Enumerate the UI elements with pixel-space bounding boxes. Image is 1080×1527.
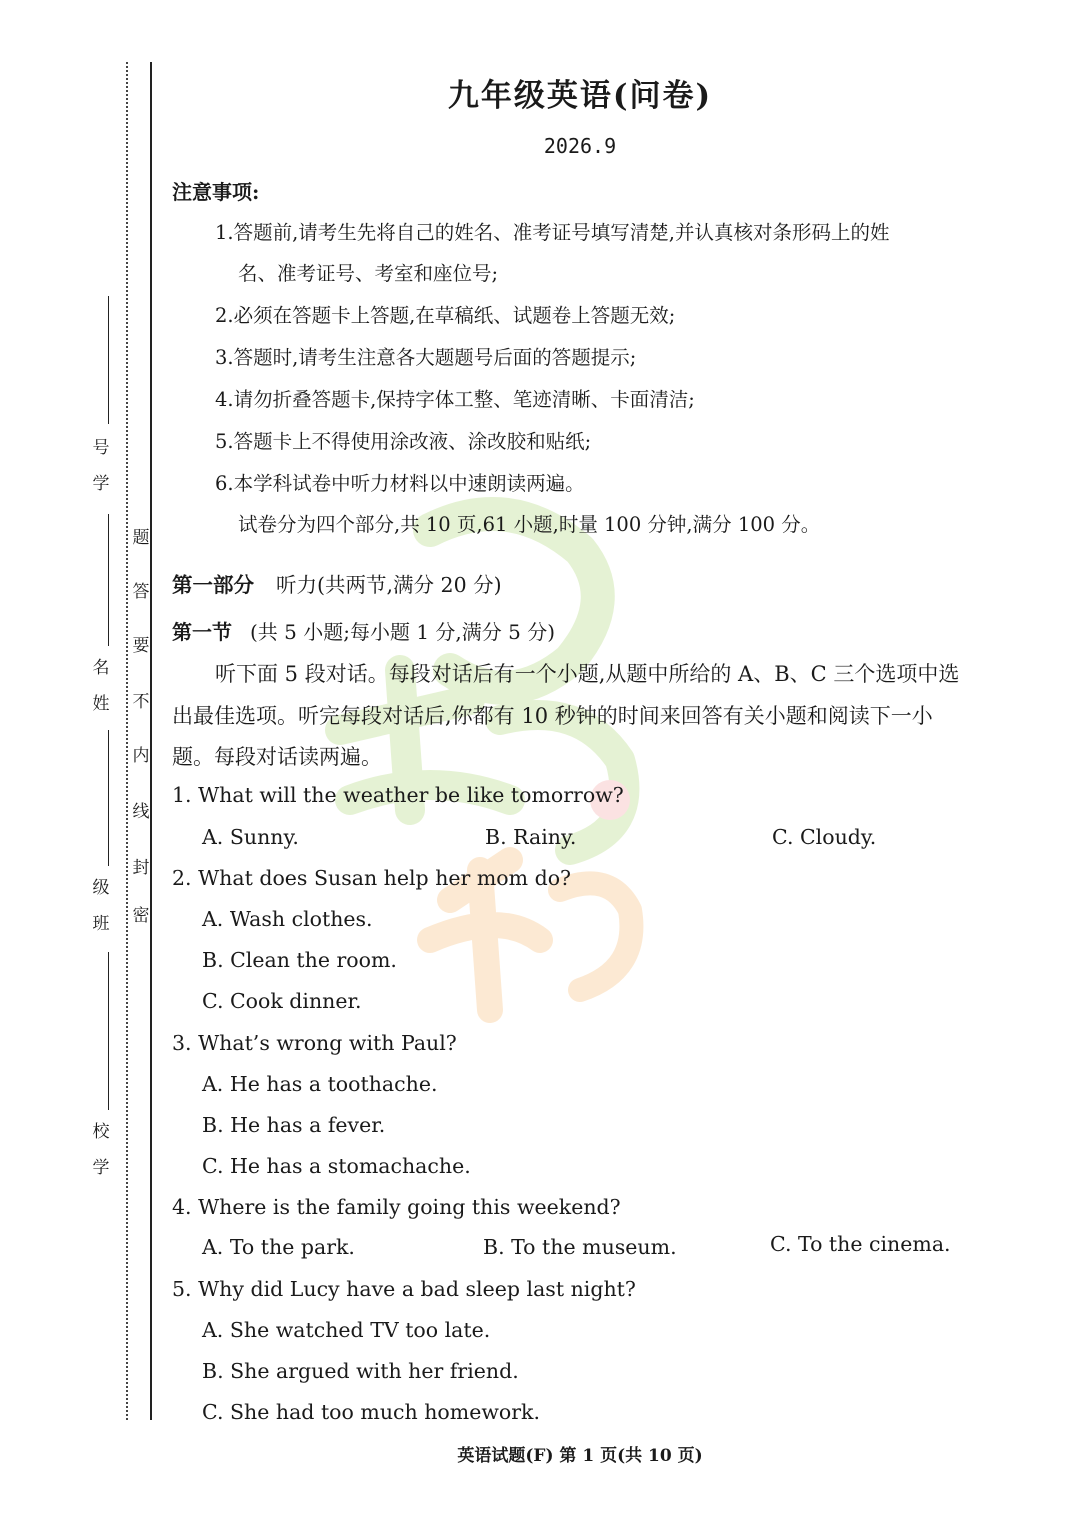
field-label-char: 校 bbox=[92, 1122, 110, 1142]
section1-heading bbox=[172, 616, 555, 645]
field-label-char: 名 bbox=[92, 658, 110, 678]
field-label-char: 号 bbox=[92, 438, 110, 458]
field-label-char: 班 bbox=[92, 914, 110, 934]
notice-item: 名、准考证号、考室和座位号; bbox=[238, 262, 499, 285]
notice-item: 3.答题时,请考生注意各大题题号后面的答题提示; bbox=[215, 346, 637, 369]
seal-char: 题 bbox=[132, 528, 150, 548]
field-label-char: 级 bbox=[92, 878, 110, 898]
seal-char: 要 bbox=[132, 636, 150, 656]
field-blank-line bbox=[108, 514, 109, 646]
notice-heading: 注意事项: bbox=[172, 180, 260, 204]
notice-item: 1.答题前,请考生先将自己的姓名、准考证号填写清楚,并认真核对条形码上的姓 bbox=[215, 221, 890, 244]
part1-label: 第一部分 bbox=[172, 573, 254, 597]
notice-item: 2.必须在答题卡上答题,在草稿纸、试题卷上答题无效; bbox=[215, 304, 676, 327]
question-4-option-a[interactable]: A. To the park. bbox=[202, 1235, 355, 1259]
question-5-option-c[interactable]: C. She had too much homework. bbox=[202, 1400, 540, 1424]
section1-title: (共 5 小题;每小题 1 分,满分 5 分) bbox=[250, 620, 556, 644]
notice-item: 4.请勿折叠答题卡,保持字体工整、笔迹清晰、卡面清洁; bbox=[215, 388, 695, 411]
question-1-option-c[interactable]: C. Cloudy. bbox=[772, 825, 877, 849]
question-3: 3. What’s wrong with Paul? bbox=[172, 1031, 457, 1055]
question-2-option-a[interactable]: A. Wash clothes. bbox=[202, 907, 373, 931]
cut-dotted-line bbox=[126, 62, 128, 1420]
page-footer: 英语试题(F) 第 1 页(共 10 页) bbox=[457, 1446, 703, 1466]
field-blank-line bbox=[108, 730, 109, 866]
question-2-option-c[interactable]: C. Cook dinner. bbox=[202, 989, 362, 1013]
section1-label: 第一节 bbox=[172, 620, 232, 644]
field-label-char: 学 bbox=[92, 474, 110, 494]
question-1-option-a[interactable]: A. Sunny. bbox=[202, 825, 299, 849]
question-1: 1. What will the weather be like tomorrow? bbox=[172, 783, 624, 807]
field-blank-line bbox=[108, 952, 109, 1110]
section1-instructions: 题。每段对话读两遍。 bbox=[172, 745, 382, 769]
field-blank-line bbox=[108, 296, 109, 424]
part1-title: 听力(共两节,满分 20 分) bbox=[276, 573, 502, 597]
question-4-option-c[interactable]: C. To the cinema. bbox=[770, 1232, 951, 1256]
seal-char: 答 bbox=[132, 582, 150, 602]
section1-instructions: 出最佳选项。听完每段对话后,你都有 10 秒钟的时间来回答有关小题和阅读下一小 bbox=[172, 704, 933, 728]
question-3-option-c[interactable]: C. He has a stomachache. bbox=[202, 1154, 471, 1178]
question-5-option-a[interactable]: A. She watched TV too late. bbox=[202, 1318, 491, 1342]
question-4-option-b[interactable]: B. To the museum. bbox=[483, 1235, 677, 1259]
question-4: 4. Where is the family going this weekend? bbox=[172, 1195, 621, 1219]
notice-summary: 试卷分为四个部分,共 10 页,61 小题,时量 100 分钟,满分 100 分。 bbox=[238, 513, 821, 536]
binding-solid-line bbox=[150, 62, 152, 1420]
seal-char: 线 bbox=[132, 802, 150, 822]
seal-char: 封 bbox=[132, 858, 150, 878]
question-1-option-b[interactable]: B. Rainy. bbox=[485, 825, 577, 849]
question-2: 2. What does Susan help her mom do? bbox=[172, 866, 572, 890]
exam-date: 2026.9 bbox=[543, 134, 617, 158]
part1-heading bbox=[172, 568, 502, 598]
field-label-char: 学 bbox=[92, 1158, 110, 1178]
question-3-option-a[interactable]: A. He has a toothache. bbox=[202, 1072, 438, 1096]
notice-item: 6.本学科试卷中听力材料以中速朗读两遍。 bbox=[215, 472, 585, 495]
question-2-option-b[interactable]: B. Clean the room. bbox=[202, 948, 397, 972]
question-5-option-b[interactable]: B. She argued with her friend. bbox=[202, 1359, 519, 1383]
notice-item: 5.答题卡上不得使用涂改液、涂改胶和贴纸; bbox=[215, 430, 592, 453]
seal-char: 密 bbox=[132, 906, 150, 926]
exam-title: 九年级英语(问卷) bbox=[447, 78, 713, 114]
seal-char: 不 bbox=[132, 692, 150, 712]
question-5: 5. Why did Lucy have a bad sleep last night? bbox=[172, 1277, 636, 1301]
field-label-char: 姓 bbox=[92, 694, 110, 714]
question-3-option-b[interactable]: B. He has a fever. bbox=[202, 1113, 386, 1137]
seal-char: 内 bbox=[132, 746, 150, 766]
section1-instructions: 听下面 5 段对话。每段对话后有一个小题,从题中所给的 A、B、C 三个选项中选 bbox=[215, 662, 960, 686]
